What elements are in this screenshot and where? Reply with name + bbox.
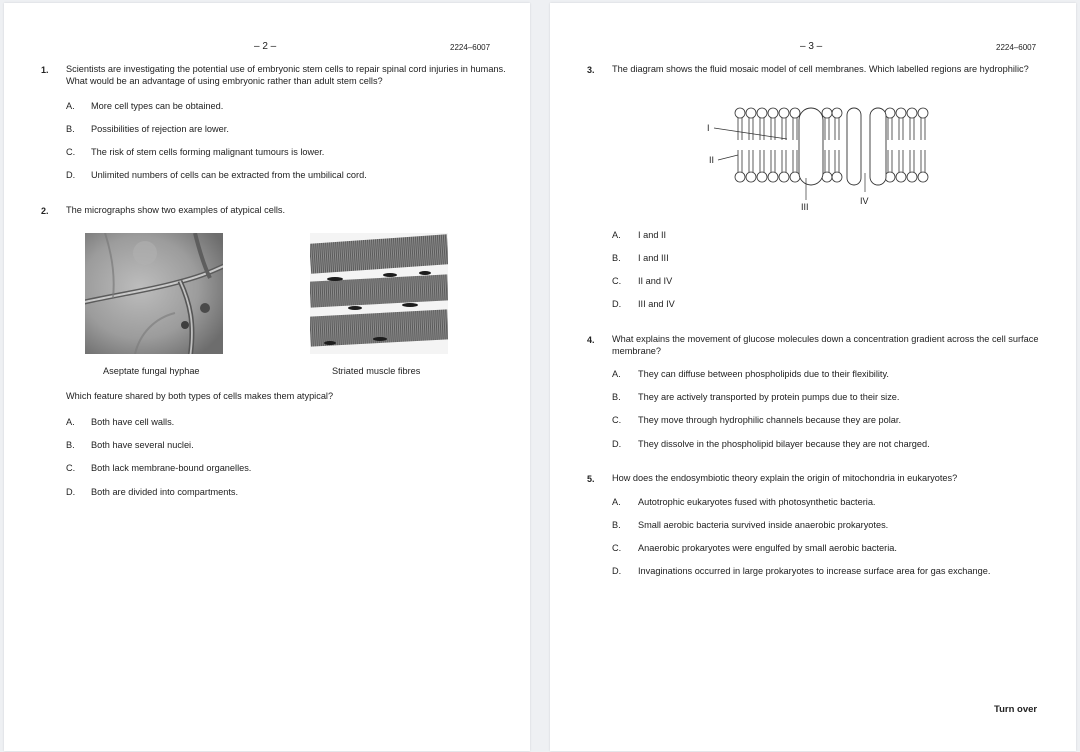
- option-letter: B.: [66, 124, 75, 134]
- option-text: III and IV: [638, 299, 675, 309]
- phospholipid-head: [779, 108, 789, 118]
- option-text: I and II: [638, 230, 667, 240]
- option-letter: B.: [612, 392, 621, 402]
- phospholipid-head: [885, 172, 895, 182]
- micrograph-caption-right: Striated muscle fibres: [332, 366, 421, 376]
- phospholipid-head: [790, 172, 800, 182]
- option-letter: A.: [66, 101, 75, 111]
- option-letter: A.: [66, 417, 75, 427]
- phospholipid-head: [918, 172, 928, 182]
- option-text: They move through hydrophilic channels because they are polar.: [638, 415, 902, 425]
- option-text: Possibilities of rejection are lower.: [91, 124, 229, 134]
- option-text: II and IV: [638, 276, 673, 286]
- phospholipid-head: [885, 108, 895, 118]
- right-page: [550, 3, 1076, 751]
- paper-code: 2224–6007: [996, 43, 1037, 52]
- phospholipid-head: [757, 172, 767, 182]
- option-text: Both are divided into compartments.: [91, 487, 239, 497]
- page-number: – 3 –: [800, 41, 823, 52]
- phospholipid-head: [735, 172, 745, 182]
- option-letter: B.: [612, 253, 621, 263]
- option-text: I and III: [638, 253, 669, 263]
- option-letter: B.: [66, 440, 75, 450]
- question-text: What explains the movement of glucose molecules down a concentration gradient across the cell surface membrane?: [612, 334, 1039, 356]
- option-text: More cell types can be obtained.: [91, 101, 224, 111]
- phospholipid-head: [779, 172, 789, 182]
- question-text: How does the endosymbiotic theory explain the origin of mitochondria in eukaryotes?: [612, 473, 958, 483]
- phospholipid-head: [768, 108, 778, 118]
- option-letter: D.: [66, 170, 76, 180]
- diagram-label-i: I: [707, 123, 710, 133]
- option-text: Both have cell walls.: [91, 417, 175, 427]
- question-number: 3.: [587, 65, 595, 75]
- striated-muscle-micrograph: [310, 233, 448, 354]
- option-text: Autotrophic eukaryotes fused with photosynthetic bacteria.: [638, 497, 876, 507]
- diagram-label-iv: IV: [860, 196, 869, 206]
- phospholipid-head: [918, 108, 928, 118]
- phospholipid-head: [832, 108, 842, 118]
- option-text: Unlimited numbers of cells can be extracted from the umbilical cord.: [91, 170, 367, 180]
- question-text: The diagram shows the fluid mosaic model of cell membranes. Which labelled regions are hydrophilic?: [612, 64, 1029, 74]
- option-text: Both lack membrane-bound organelles.: [91, 463, 252, 473]
- question-text: Scientists are investigating the potential use of embryonic stem cells to repair spinal cord injuries in humans. What would be an advantage of using embryonic rather than adult stem cells?: [66, 64, 506, 86]
- page-number: – 2 –: [254, 41, 277, 52]
- question-text: The micrographs show two examples of atypical cells.: [66, 205, 286, 215]
- option-text: They are actively transported by protein pumps due to their size.: [638, 392, 900, 402]
- option-text: The risk of stem cells forming malignant tumours is lower.: [91, 147, 325, 157]
- phospholipid-head: [746, 172, 756, 182]
- phospholipid-head: [907, 172, 917, 182]
- phospholipid-head: [896, 108, 906, 118]
- option-text: Anaerobic prokaryotes were engulfed by small aerobic bacteria.: [638, 543, 897, 553]
- option-letter: A.: [612, 230, 621, 240]
- phospholipid-head: [768, 172, 778, 182]
- option-letter: D.: [66, 487, 76, 497]
- fungal-hyphae-micrograph: [85, 233, 223, 354]
- turn-over-note: Turn over: [994, 704, 1038, 715]
- option-text: Invaginations occurred in large prokaryotes to increase surface area for gas exchange.: [638, 566, 991, 576]
- option-letter: A.: [612, 497, 621, 507]
- question-number: 1.: [41, 65, 49, 75]
- option-text: Small aerobic bacteria survived inside anaerobic prokaryotes.: [638, 520, 889, 530]
- option-letter: A.: [612, 369, 621, 379]
- question-number: 4.: [587, 335, 595, 345]
- option-letter: B.: [612, 520, 621, 530]
- option-text: They can diffuse between phospholipids due to their flexibility.: [638, 369, 889, 379]
- phospholipid-head: [822, 108, 832, 118]
- question-number: 5.: [587, 474, 595, 484]
- phospholipid-head: [896, 172, 906, 182]
- question-number: 2.: [41, 206, 49, 216]
- phospholipid-head: [735, 108, 745, 118]
- option-letter: C.: [612, 276, 622, 286]
- phospholipid-head: [757, 108, 767, 118]
- option-text: Both have several nuclei.: [91, 440, 194, 450]
- option-letter: C.: [612, 543, 622, 553]
- phospholipid-head: [822, 172, 832, 182]
- option-letter: C.: [66, 463, 76, 473]
- option-letter: D.: [612, 566, 622, 576]
- diagram-label-ii: II: [709, 155, 715, 165]
- question-followup: Which feature shared by both types of cells makes them atypical?: [66, 391, 334, 401]
- phospholipid-head: [790, 108, 800, 118]
- phospholipid-head: [746, 108, 756, 118]
- paper-code: 2224–6007: [450, 43, 491, 52]
- option-letter: C.: [612, 415, 622, 425]
- option-letter: D.: [612, 299, 622, 309]
- membrane-diagram: [700, 103, 940, 215]
- option-letter: C.: [66, 147, 76, 157]
- option-text: They dissolve in the phospholipid bilayer because they are not charged.: [638, 439, 930, 449]
- micrograph-caption-left: Aseptate fungal hyphae: [103, 366, 200, 376]
- phospholipid-head: [907, 108, 917, 118]
- option-letter: D.: [612, 439, 622, 449]
- phospholipid-head: [832, 172, 842, 182]
- left-page: [4, 3, 530, 751]
- diagram-label-iii: III: [801, 202, 809, 212]
